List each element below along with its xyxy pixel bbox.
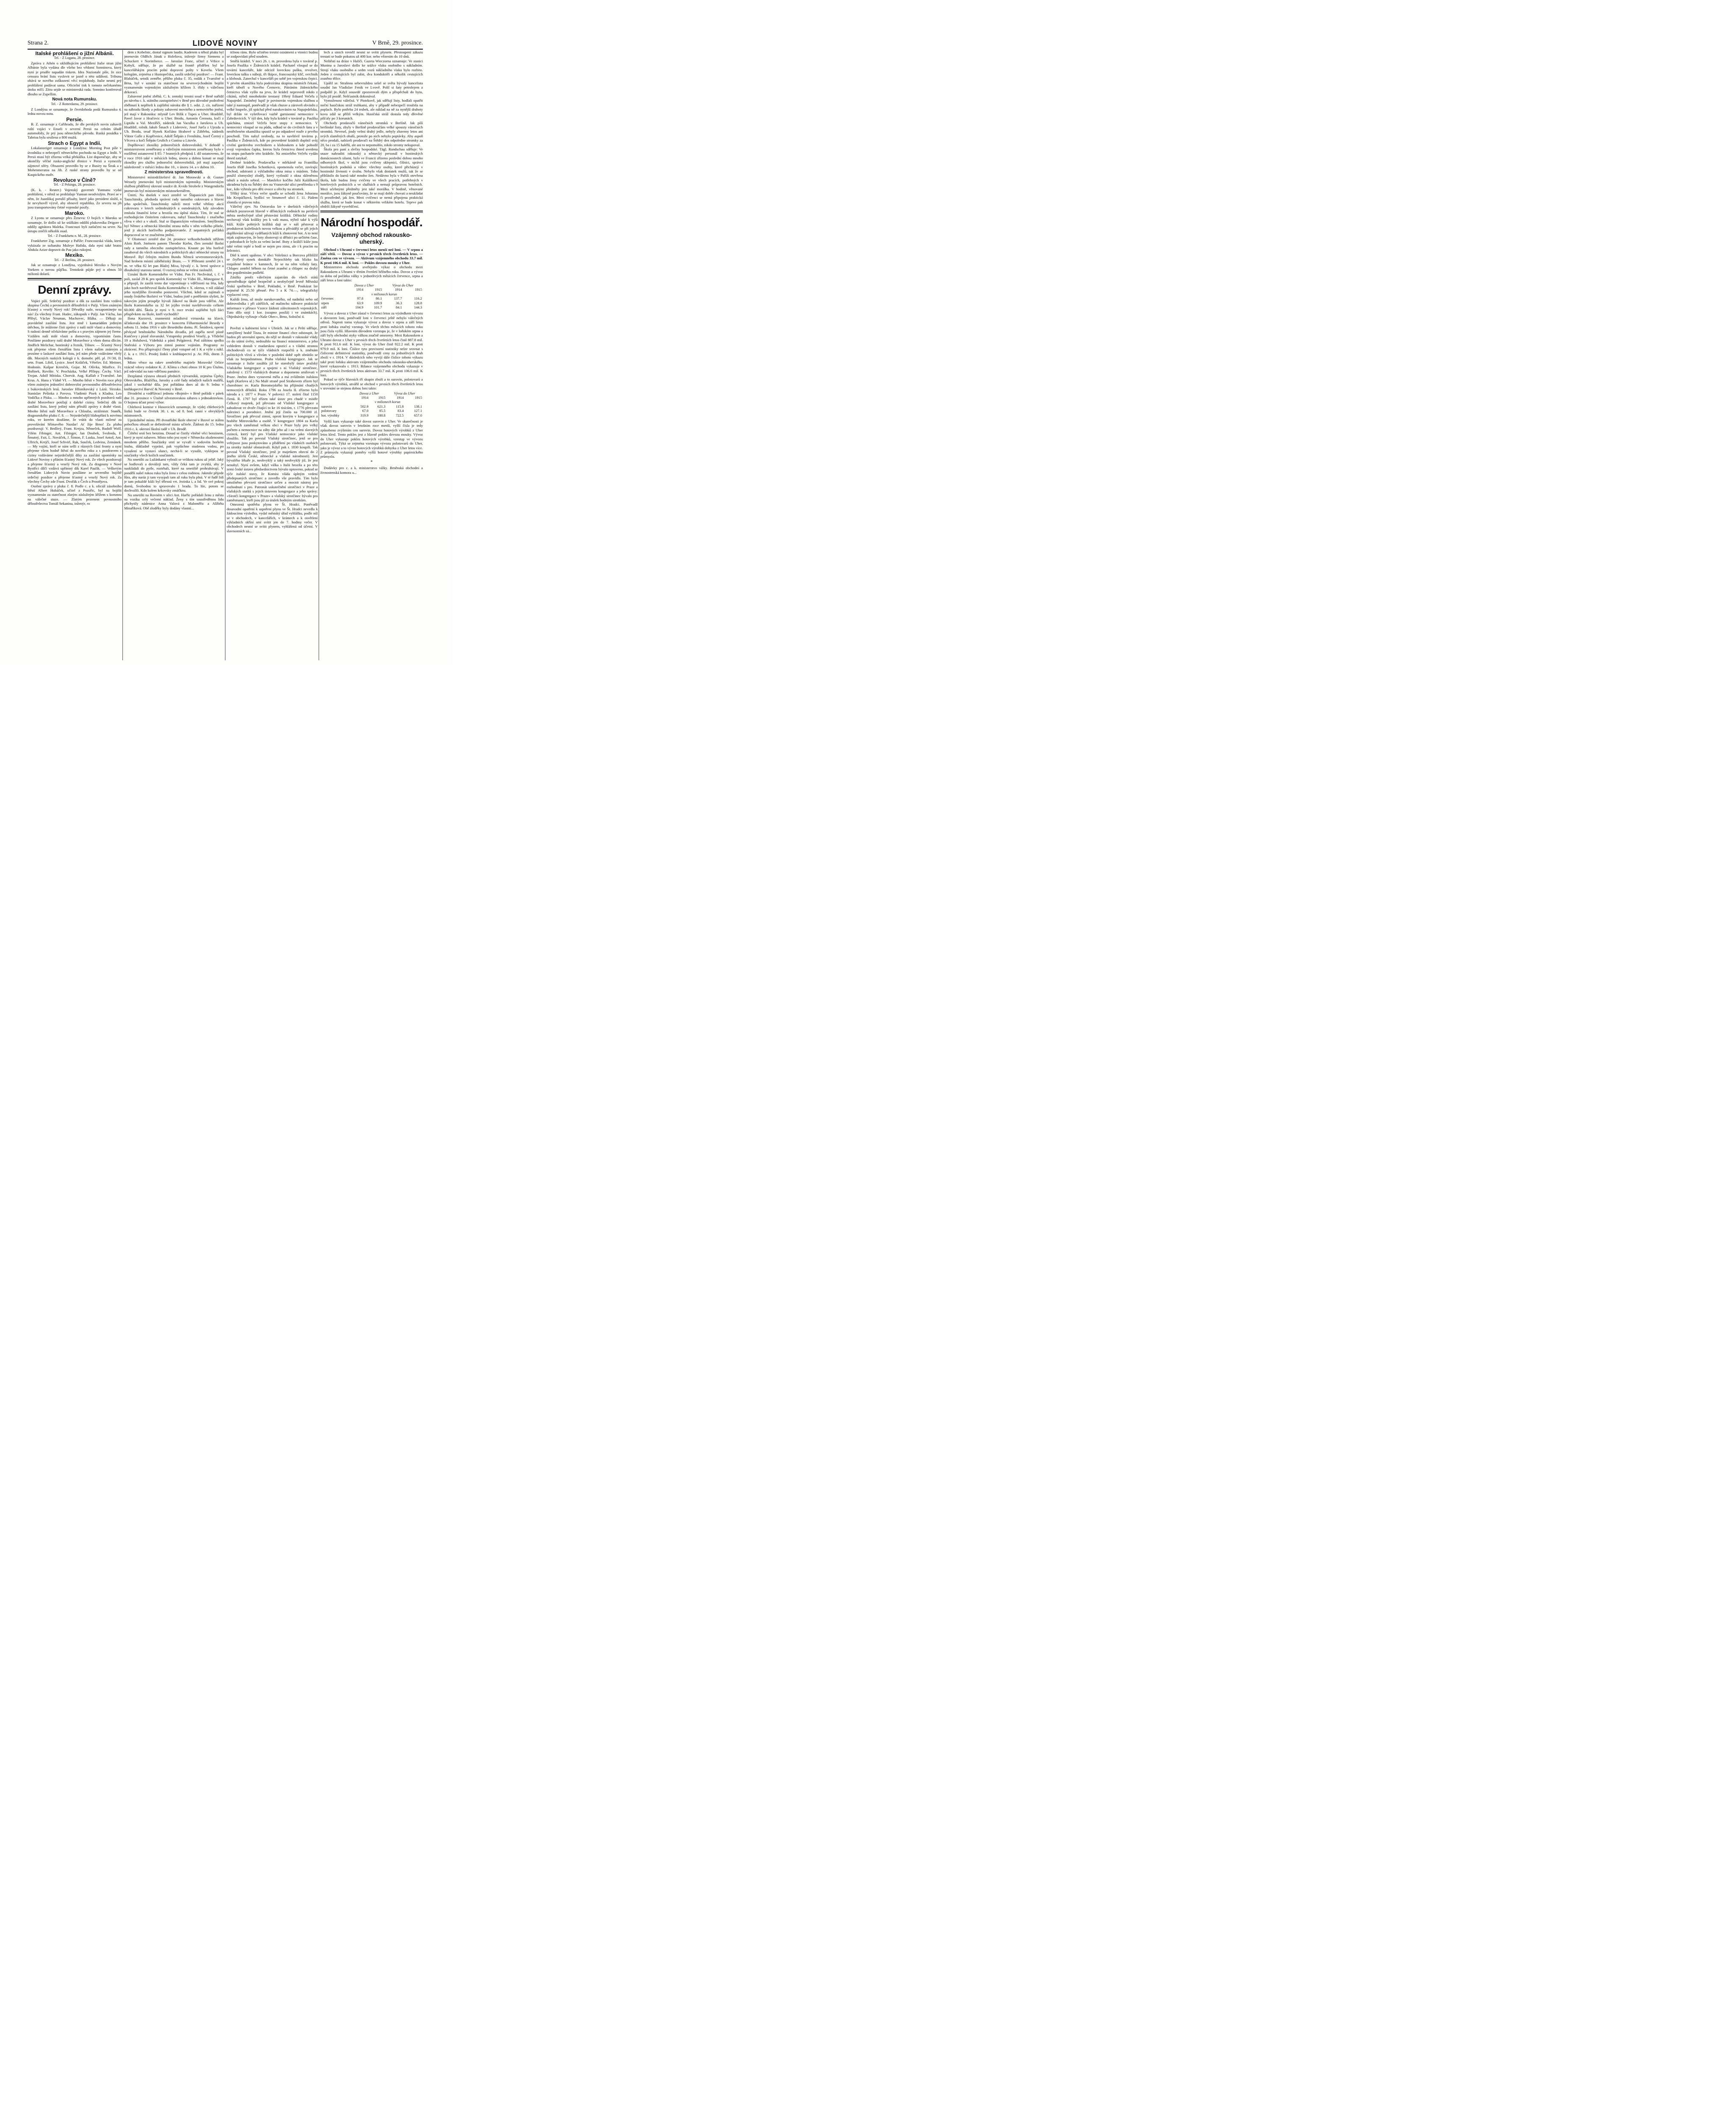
table-year: 1915 — [415, 396, 422, 400]
article-paragraph: Každá žena, až muže narukovaného, od nadnikú nebo od dobrovolníka i při zátěžích, od malincho nábrave praktické informace v příruce Vzorce žádosti zálezitostech vojenských. Tuto dílo stojí 1 kor. (ozapno posílá) i ve známkách). Objednávky vyřizuje »Naše Obec«, Brno, Solniční 4. — [227, 297, 318, 319]
table-cell: 137.7 — [394, 297, 402, 301]
table-cell: 144.3 — [414, 305, 422, 309]
article-paragraph: V Olomouci zemřel dne 24. prosince velkoobchodník střížem Alois Roth. Jménem panem Theodor Kiehn, člen zemské školní rady a tamního obecního zastupitelstva. Knaute po léta horlivě zasahoval do všech národních a politických akcí německé strany na Moravě. Byl čelným mužem Bundu Němců severomoravských. Nad hrobem místní záběhézský Brass. — V Příbrami zemřel 24 t. m. ve věku 82 let pan Blažej Mixa, bývalý c. k. berní správce a dlouholetý starosta tamní. O rozvoj města se velmi zasloužil. — [124, 237, 224, 272]
newspaper-page — [0, 0, 453, 665]
article-paragraph: B. Z. oznamuje z Cařihradu, že dle perských novin zabavili ruští vojáci v Enseli v severní Persii na celním úřadě automobily, že prý jsou německého původu. Ruská posádka v Tabrisu byla sesílena o 800 mužů. — [28, 122, 122, 140]
article-paragraph: Vymoženost válečná. V Piotrkově, jak sdělují listy, hodlali opatřit noční hasičskou stráž trubkami, aby v případě nebezpečí troubila na poplach. Bylo potřeba 24 trubek, ale náklad na ně za nynější drahoty kovu zdál se příliš velkým. Hasičská stráž dostala tedy dřevěné píšťaly po 3 korunách. — [320, 98, 423, 121]
masthead — [28, 39, 423, 48]
article-paragraph: Lokalanzeiger oznamuje z Londýna: Morning Post píše v úvodníku o nebezpečí německého pochodu na Egypt a Indii. V Persii musí být zřízena velká překážka. List doporučuje, aby se ukončily věčné rusko-anglické třenice v Persii a vymezily zájmové sféry. Obsazení provedlo by se z Busiry na Širak a z Mohenmeratsu na Jih. Z ruské strany provedlo by se od Kaspického moře. — [28, 146, 122, 177]
table-row-label: červenec — [321, 297, 334, 301]
table-year: 1914 — [361, 396, 369, 400]
article-paragraph: Smělá krádež. V noci 26. t. m. provedena byla v továrně p. Josefa Paulíka v Židenicích krádež. Pachatel vloupal se do tovární kanceláře, kde odcizil loveckou pušku, revolver, loveckou tašku s náboji, tři škipce, francouzský klíč, svrchník a klobouk. Zanechal v kanceláři po sobě jen vojenskou čepici. V prvém okamžiku byla podezírána skupina místních čekaní, kteří táboří u Nového Černovic. Pátráním židenického četnictva však vyšlo na jevo, že krádež neprovedl nikdo z cikánů, nýbrž mnohokráte trestaný 19letý Eduard Večeřa z Napajedel. Zmíněný lupič je povinován vojenskou službou a také jí nastoupil, poněvadž je však churav a zároveň obviněn z velké loupeže, jíž spáchal před narukováním na Napajedelsku, byl držán ve vyšetřovací vazbě garnisonní nemocnice v Zabrdovicích. V týž den, kdy byla krádež v továrně p. Paulíka spáchána, zmizel Večeřa beze stopy z nemocnice. V nemocnici vloupal se na půdu, odkud se do civilních šatu a v nestřeženém okamžiku spustil se po odpadové rouře z prvého poschodí. Tím nabyl svobody, na to navštívil továrnu p. Paulíka v Židenicích, kde po provedené krádeži doplnil svůj civilní garderobu svrchníkem a kloboukem a kde pohodil svoji vojenskou čapku, kterou byla četnictvu ihned uvedena na stopu pachatele této krádeže. Na zmizelého Večeřu vydán ihned zatykač. — [227, 58, 318, 160]
dateline: Tel. - Z Lugana, 28. prosince. — [54, 56, 95, 60]
table-header: Vývoz do Uher — [392, 283, 414, 287]
table-row-label: září — [321, 305, 327, 309]
table-cell: 83.4 — [397, 409, 404, 413]
article-paragraph: Upálil se. Strašnou sebevraždou sešel se světa bývalý kancelista soudní Jan Vladislav Fenik ve Lvově. Polil si šaty petrolejem a podpálil je. Když sousedé zpozorovali dým a přispěchali do bytu, bylo již pozdě. Nešťastník dokonával. — [320, 81, 423, 99]
table-cell: 84.1 — [396, 305, 402, 309]
column-divider — [122, 50, 123, 660]
column-3 — [227, 50, 318, 660]
table-row — [320, 306, 423, 310]
article-paragraph: Škola pro paní a slečny hospodské. Tägl. Rundschau sděluje: Ve snaze nahraditi rakouský a německý personál v hostinských domácnostech silami, bylo ve Francii zřízeno poslední dobou mnoho odborných škol, v nichž jsou cvičeny sklepníci, číšníci, správci hostinských podniků a vůbec všechny osoby, které přicházejí v hostinské živnosti v úvahu. Nebylo však dostatek mužů, tak že se přihlásilo do kursů také mnoho žen. Nedávno byla v Paříži otevřena škola, kde budou ženy cvičeny ve všech pracích, potřebných v hotelových podnicích a ve službách a nemají průpravou hotelních. Mezi učebnými předměty jest také morálka. V hodině, věnované morálce, jsou žákyně poučovány, že se mají dobře chovati a neukládat či prostředně, jak žen. Mezi cvičenci se nemá připojena praktická služba, která se bude konat v některém velikém hotelu. Teprve pak obdrží žákyně vysvědčení. — [320, 147, 423, 209]
dateline: Tel. - Z Rotterdamu, 29. prosince. — [51, 102, 98, 106]
article-paragraph: Obchody prodavačů vánočních stromků v Berlíně. Jak píší berlínské listy, zbyly v Berlíně prodavačům velké spousty vánočních stromků. Nevesel, jindy velmi drahý jedle, nebyly zbaveny letos ani svých slaměných obalů, protože po nich nebylo poptávky. Aby aspoň něco prodali, nabízeli prodavači na Štědrý den odpoledne stromky za 20, ba i za 15 haléřů, ale ani to nepomohlo, nikdo stromy nekupoval. — [320, 120, 423, 147]
table-cell: 180.8 — [377, 413, 386, 417]
page-number: Strana 2. — [28, 40, 49, 46]
masthead-rule — [28, 49, 423, 50]
headline-mexiko: Mexiko. — [65, 252, 84, 259]
table-year: 1914 — [397, 396, 404, 400]
article-paragraph: Zásilky peněz válečným zajatcům do všech států sprostředkuje úplně bezpečně a neobyčejně levně Městská česká spořitelna v Brně, Pokladní, v Brně. Poukázat lze nejméně K 25.50 přesně. Pro 5 a K 74.—, telegrafický vyplacení ceny. — [227, 275, 318, 297]
headline-ministerstva: Z ministerstva spravedlnosti. — [144, 170, 203, 175]
article-paragraph: Ilona Kurzová, znamenitá mladistvá virtuoska na klavír, účinkovala dne 19. prosince v koncertu Filharmonické Besedy v sobotu 11. ledna 1916 v sále Besedního domu. Pí. Šmídová, operní pěvkyně brněnského Národního divadla, jež zapěla nové písně Kunčovy i písně slovanské. Vstupenky prodává Veselý, p. Vřídelní 19 a Holubová, Vídeňská a pánů Polgárová. Pod záštitou spolku Stařeská a Výboru pro zimní pomoc vojínům. Programy za zkrácení. Pro příspívající členy platí vstupné od 1 K a výše s nákl. č. k. a r. 1915. Prodej lístků v knihkupectví p. Ar. Píši, dnem 3. ledna. — [124, 316, 224, 361]
headline-maroko: Maroko. — [64, 210, 84, 216]
table-cell: 657.0 — [414, 413, 422, 417]
headline-rumunsku: Nová nota Rumunsku. — [52, 97, 97, 102]
newspaper-title: LIDOVÉ NOVINY — [192, 39, 258, 47]
table-year: 1915 — [415, 288, 422, 292]
column-4 — [320, 50, 423, 660]
table-row-label: surovin — [321, 404, 332, 409]
table-row — [320, 409, 423, 413]
article-paragraph: Neštěstí na dráze v Haliči. Gazeta Wieczorna oznamuje: Ve stanici Munina u Jaroslavi došlo ke srážce vlaku osobního s nákladním. Strojí vlaku osobního a sedm vozů nákladního vlaku bylo rozbito. Jeden z cestujících byl zabit, dva konduktéři a několik cestujících zraněno těžce. — [320, 58, 423, 81]
table-header: Dovoz z Uher — [354, 283, 374, 287]
article-paragraph: Zabavené jmění zběhů. C. k. zemský trestní soud v Brně nařídil po návrhu c. k. státního zastupitelství v Brně pro důvodné podezření zběhnutí k nepřiteli k zajištění nároku dle § 1. odst. 2. cís. nařízení na náhradu škody a pokuty zabavení movitého a nemovitého jmění, jež mají v Rakousku: mlynář Lev Bilík z Tupes u Uher. Hradiště, Pavel Javor z Hračovic u Uher. Brodu, Antonín Čermota, kočí z Liptálu u Val. Meziříčí, nádeník Jan Vaculka z Jarošova u Uh. Hradiště, rolník Jakub Šmach z Liderovic, Josef Jurča z Ujezda u Uh. Brodu, tesař Hynek Kočiánz Hrabové u Zábřehu, nádeník Viktor Galle z Kopřivnice, Adolf Štěpán z Frenštátu, Josef Čermý z Věcova a kočí Štěpán Grulich z Cunína u Litovle. — [124, 94, 224, 143]
article-paragraph: Dezplatná výstava obrazů předních výtvarníků, zejména Úprky, Obrovského, Blažíčka, Jarosky a celé řady mladých našich malířů, jakož i sochařské díla, jest pořádána dnes až do 9. ledna v knihkupectví Barvič & Novotný v Brně. — [124, 373, 224, 391]
headline-egypt: Strach o Egypt a Indii. — [47, 140, 102, 146]
headline-persie: Persie. — [66, 116, 83, 122]
star-separator: * — [370, 459, 373, 464]
article-paragraph: Doplňovací zkoušky jednoročních dobrovolníků. V dohodě s ministerstvem zeměbrany a válečným ministrem zeměbrany bylo v rozšíření ustanovení § 85: 7 branných předpisů I. díl ustanoveno, že v roce 1916 také v měsících lednu, únoru a dubnu konati se mají zkoušky pro službu jednoroční dobrovolníků, jež mají započati následovně: v měsíci lednu dne 10., v únoru 14. a v dubnu 10. — [124, 142, 224, 169]
table-row — [320, 414, 423, 418]
article-paragraph: Na smetišti na Rovném v ulici Ant. Harřic pořádali ženu z města na vozíku celý večerní náklad. Ženy s tím soustředěnou lidu přichytily nádenice Anna Valová z Maloměřic a Alžběta Minaříková. Obě zloděky byly dodány vlastní... — [124, 492, 224, 510]
article-paragraph: Válečný zjev. Na Ostravsku lze v dnešních válečných dobách pozorovati hlavně v dělnických rodinách na periferii města neobyčejně silné pěstování králíků. Dělnické rodiny nechovají však králíky jen k vaši masu, nýbrž také k výši kůží. Kůže pobitých králíků dají se v náš pěstovat a produkovat kožešinách novou velkou a přivádějí se při jejich doplňování uživají vydělaných kůží k zhotovení bot. A to není nijak zajímavým, že boty zhotovuji si dělníci po určitém čase, v pohrabach že bylo za velmi laciné. Boty z králičí kůže jsou také velmi teplé a hodí se nejen pro zimu, ale i k pracím na železnici. — [227, 204, 318, 253]
headline-albanie: Italské prohlášení o jižní Albánii. — [35, 50, 114, 56]
headline-vzajemny-obchod: Vzájemný obchod rakousko-uherský. — [331, 231, 412, 245]
table-cell: 101.7 — [374, 305, 382, 309]
article-paragraph: lech a sinich rovněž nesmí se svítit plynem. Přestoupení zákazu trestati se bude pokutou až 400 kor. nebo vězením do 10 dnů. — [320, 50, 423, 59]
table-row — [320, 297, 423, 301]
table-cell: 115.8 — [396, 404, 404, 409]
table-cell: 319.9 — [360, 413, 369, 417]
table-cell: 621.3 — [377, 404, 386, 409]
article-paragraph: Pokud se týče hlavních tří skupin zboží a to surovin, polotovarů a hotových výrobků, utvářil se obchod v prvních třech čtvrtletích letos v srovnání se stejnou dobou loni takto: — [320, 377, 423, 391]
column-1 — [28, 50, 122, 660]
article-paragraph: Z Lyonu se oznamuje přes Ženevu: O bojích v Maroku se oznamuje, že došlo už ke srážkám oddílů plukovníka Drigore s oddíly agitátora Maleka. Francouzi byli zatlačeni na sever. Na ústupu zničili několik osad. — [28, 216, 122, 234]
table-row-label: srpen — [321, 301, 329, 305]
article-paragraph: Divadelní a vzdělávací jednota »Bojmír« v Brně pořádá v pátek dne 31. prosince v Útulně silvestrovskou zábavu s jednoaktovkou. O hojnou účast prosí výbor. — [124, 391, 224, 405]
trade-table-categories — [320, 392, 423, 418]
table-cell: 502.9 — [360, 404, 369, 409]
section-rule — [320, 211, 423, 213]
article-paragraph: Pověsti o kabinetní krisi v Uhrách. Jak se z Pešti sděluje, zamýšlený hrabě Tisza, že ministr financí chce odstoupit, že budou při urovnání sporu, do nějž se dostali v rakouské vlády co do státní úvěry, nedosáhlo na financí ministerstvo, a jeho vzhledem dostali v madarskou opozicí a s vládní stranou obchodovali co se týče vládních rozpočtů a k. změnám politických vlivů a vlivům v poslední době opět obrátilo se však za bezpodstatnou. Praha vlašská kongregace. Jak se oznamuje z Italie zasáhla již ke starobylý ústav pražský Vlašského kongregace a spojeni s ní Vlašský sirotčinec, založený r. 1573 vlašských drumar a dopomeno smílovati v Praze. Jméno dnes vystavená měla a má zvláštním italskou kapli (Karlova ul.) Na Malé straně pod Strahovem zřízen byl chorobinec sv. Karla Boromejského ku příjímání chudých nemocných dělníků. Roku 1796 za Josefa II. zřízeno bylo národu a r. 1877 v Praze. V polovici 17. století čítal 1150 členů. R. 1797 byl zřízen také ústav pro chudé v mistře Celkový majetek, jež převzato od Vlašské kongregace a zabudovat ve dvoře čítající to ke 16 tisícům, r. 1776 převzato nalezinci a porodnice. Jmění její činilo na 700.000 zl. Sirotčinec pak převzal zimní, oproti kterým v kongregace a hraběte Mitrovského a osobě. V kongregace 1804 za Karla pro všech zaměstnal velkou obcí v Praze byly pro velký počtem a nemocnice na záhy dát jeho až i na velmi slavných cizinců, který byl pro Vlašské nemocnice jako vlašské sloužilo. Tak po povstal Vlašský sirotčinec, jenž se pro veřejnost jsou poskytováno a přidělení po vládních osobách za sirotky italské obstarávali. Když pak r. 1830 koupili. Tak povstal Vlašský sirotčinec, jenž je majetkem obecní do 2 jiného účelů České, německé a vlašské národnosti). Jest bývalého lékaře je, neobvyklý a taký neobvyklý již, že jest nenabyl. Nyní ovšem, když válka s Italii hrozila a po této zemi české ústavu předsednictvem bývalo upraveno, pokud se týče italské stavy, že Komisi vláda úplným vedení předepsaných sirotčinec a zavedlo vše pravidla. Tím bylo umožněno převzetí sirotčince určen a mocnit nástroj pro rozhodnutí s pro. Patronát uskutečnění sirotčinci v Praze a vlašských statků s jejich ústavem kongregace a jeho správy: »Sirotčí kongregace v Praze« a vlašský sirotčinec bývalo pro zaměstnanci, kteří jsou již za útulek hodným sirotkům. — [227, 326, 318, 503]
table-cell: 63.9 — [357, 301, 364, 305]
article-paragraph: tržnou ránu. Bylo učiněno trestní oznámení a vinníci budou se zodpovídati před soudem. — [227, 50, 318, 59]
article-paragraph: Frankfurter Ztg. oznamuje z Paříže: Francouzská vláda, která vykázala ze sultanátu Muleye Hafida, dala nyní také bratra Abdula Azize dopravit do Pau jako rukojmí. — [28, 239, 122, 252]
article-paragraph: Na smetišti za Lužánkami vybrali se velikou rukou až ještě. Jaký se hodlovali a dovážejí tam, vždy čeká tam je zvyklá, aby je naskládali do pytle, roztrhali, které na smetiště prohrabávají. V pondělí našel rukou ruku byla žena s celou rodinou. Jakmile přijede fůra, aby naráz ji tam vysypali tam až ruku byla plná. V té řadě lidí je tam pokaždé kůži byl tělesná vrt. Jezinka i, a lid. Ve své pokraj domů, Svobodou to spravovalo 1 bradu. To hle, potom se dochvalili. Kdo kolem krkovsky zmáčknu. — [124, 457, 224, 493]
table-row-label: hot. výrobky — [321, 413, 339, 417]
table-year: 1914 — [356, 288, 364, 292]
column-2 — [124, 50, 224, 660]
article-paragraph: Chlebová komise v Husovicích oznamuje, že výdej chlebových lístků bude ve čtvrtek 30. t. m. od 8. hod. ranní v obvyklých místnostech. — [124, 404, 224, 418]
table-cell: 128.8 — [414, 301, 422, 305]
star-separator: * — [271, 320, 273, 325]
article-lead: Obchod s Uhrami v červenci letos menší než loni. — V srpnu a září větší. — Dovoz a vývoz v prvních třech čtvrtletích letos. — Změna cen ve vývozu. — Aktivum vzájemného obchodu 33.7 mil. K proti 106.6 mil. K loni. — Pokles dovozu mouky z Uher. — [320, 247, 423, 265]
table-year: 1914 — [394, 288, 402, 292]
section-rule — [28, 278, 122, 280]
article-paragraph: Těžký úraz. Včera večer spadla se schodů žena Joharana Ida Kropáčková, bydlící ve Strumově ulici č. 11. Pádem zlomila si pravou ruku. — [227, 191, 318, 204]
article-paragraph: Osobní zprávy z pluku č. 8. Podle c. a k. oficiál zásobního štěstí Albert Hubáček, učitel z Pozořic, byl na bojišti vyznamenán za statečnost zlatým záslužným křížem s korunou na válečné stuze. — Zlatým prstenem pevnostního dělostřelectva Tomáš Sekanina, inženýr, ro — [28, 484, 122, 506]
table-header: Dovoz z Uher — [359, 391, 379, 395]
article-paragraph: dem z Kobelnic, dostal signum laudis. Kadetem u téhož pluku byl jmenován Oldřich Jának z Holešova, inženýr firmy Siemens a Schuckert v Norimberce. — Jaroslav Franc, učitel z Vrhice u Kobylí, sděluje, že po službě na frontě přidělen byl ke kancelářským pracím polní dopravní pošty v Kovelu. Všem kolegům, zejména z Hustopečska, zasílá srdečný pozdrav! — Frant. Blaháček, setník zeměbr. pěšího pluku č. 35, rodák z Tvarožné u Brna, byl v uznání za statečnost na severovýchodním bojišti vyznamenán vojenským záslužným křížem 3. třídy s válečnou dekorací. — [124, 50, 224, 94]
article-paragraph: Z Londýna se oznamuje, že čtvrtdohoda podá Rumunsku 4. ledna novou notu. — [28, 107, 122, 116]
trade-table-monthly — [320, 284, 423, 310]
table-cell: 138.1 — [414, 404, 422, 409]
article-paragraph: Drobné krádeže. Prodavačka v mlékárně na Františka Josefa třídě Josefka Schottková, opomenula večer, zavírajíc obchod, odstranit z výkladního okna misu s máslem. Toho použil zlomyslný zloděj, který vytloukl z okna skleněnou tabuli a máslo sebral. — Manželce kočího Julii Kalášková ukradena byla na Štědrý den na Vranovské ulici peněženka s 9 kor., kdo výhrala pro děti ovoce a ořechy na stromek. — [227, 160, 318, 191]
article-paragraph: Uznání škole Komenského ve Vídni. Pan Fr. Nechvátal, t. č. v poli, zaslal 29 K pro spolek Komenský ve Vídni III., Münzgasse 8, a připojil, že zasílá tento dar vzpomínaje s vděčností na léta, kdy jako hoch navštěvoval školu Komenského v X. okresu, v níž základ jeho nynějšího životního postavení. Všichni, kdož se zajímali o osudy českého školství ve Vídni, budou jistě s potěšením slyšeti, že takovým jejím prospěje bývalí žákové na škole jsou vděčni. Ale školu Komenského za 32 let jejího trvání navštěvovalo celkem 60.000 dětí. Škola je nyní v 9. roce trvání zajištěni byli žáci příspěvkem na škole, kteří vychodili? — [124, 272, 224, 316]
article-paragraph: Jak se oznamuje z Londýna, vyjednává Mexiko s Novým Yorkem o novou půjčku. Tentokrát půjde prý o obnos 50 milionů dolarů. — [28, 263, 122, 276]
table-cell: 67.0 — [362, 409, 369, 413]
table-cell: 127.1 — [414, 409, 422, 413]
article-paragraph: Vojáci píší. Srdečný pozdrav a dík za zasílání listu vzdává skupina Čechů a pevnostních dělostřelců v Pulji. Všem známým šťastný a veselý Nový rok! Děvušky naše, nezapomínejte na nás! Za všechny Frant. Hudec, zákopník v Pulji. Jan Vácha, Jan Příbyl, Václav Neuman, Machovec, Bláha. — Děkuji za pravidelné zasílání listu. Jest mně i kamarádům jediným útěchou, že můžeme čísti zprávy z naší milé vlasti a domoviny. S radostí denně očekáváme poštu a s pravým zájmem jej čteme. Vzdálen naší milé vlasti a domoviny, vzpomínám často. Posíláme pozdravy naší drahé Moravěnce a všem doma dlícím. Jindřich Melichar, hostinský a řezník, Tišnov. — Šťastný Nový rok přejeme všem čtenářům listu i všem našim známým a prosíme o laskavé zasílání listu, jež nám přede vzdáváme vřelý dík. Mocných ruských kolegů z k. domobr. pěš. pl. IV/30, II. setn. Frant. Libiš, Lysice. Josef Koláček, Větefov. Ed. Meitner, Hodonín. Kašpar Krenček, Gojar. M. Ošívka, Mistřice. Fr. Hořínek, Rovište. V. Procházka, Velké Přílepy. Čechy. Václ. Trojan. Adolf Mitiska. Chorvát. Aug. Kašlab z Tvarožné. Jan Krus. A. Hana z Vídně VI. — Mnoho štěstí v Novém roce přeji všem známým jednotliví dobrovolní pevnostního dělostřelectva z bukovinských lesů. Jaroslav Hlisníkovský z Lázů. Slezsko. Stanislav Pešinka z Pavova. Vladimír Pisek z Kladna. Leo Vodička z Písku. — Mnoho a mnoho upřímných pozdravů naší drahé Moravěnce posílají z daleké ciziny. Srdečný dík za zasílání listu, který jediný nám přináší zprávy z drahé vlasti. Mnoho štěstí naší Moravěnce a Chlouba, strážmistr. Staněk, dragounského pluku č. 8. — Nejsrdečnější blahopřání k novému roku, ve kterém doufáme, že vrátit do vlasti milené za provolávání hřímavého Nazdar! Ať žije Brno! Za pluhu pozdravují: V. Bedlivý, Frant. Krejza, Němeček, Rudolf Wolf, Vilém Fibinger, Ant. Fibinger, Jan Doubek, Svoboda, F. Šmutný, Fait, L. Nováček, J. Šimon, F. Luska, Josef Antoš, Ant. Ullrich, Krejčí, Josef Schvirl, Rak, Souček, Ledvina, Zemánek. — My vojíní, kteří se nám sešli z různých částí fronty a nyní přejeme všem hodně štěstí do nového roku a s pozdravem z ciziny vzdáváme nejsrdečnější díky za zasílání upomínky na Lidové Noviny s přáním šťastný Nový rok. Ze všech pozdravují a přejeme šťastný a veselý Nový rok. Za dragouny v Nové Bystřici dílčí vzdává upřímný dík Karel Paulík. — Veškerým čtenářům Lidových Novin posíláme ze severního bojiště srdečný pozdrav a přejeme šťastný a veselý Nový rok. Za všechny Čechy zde Frant. Dvořák z Čech u Prostějova. — [28, 298, 122, 484]
article-paragraph: Úmrtí. Na dnešek v noci zemřel ve Šlapanicích pan Alois Tauschinsky, předseda správní rady tamního cukrovaru a hlavní jeho společník. Tauschinsky náleží mezi velké většiny akcií cukrovaru v letech sedmdesátých a osmdesátých, kdy závodem zmítala finanční krise a hrozila mu úplná zkáza. Tím, že stal se rozhodujícím činitelem cukrovaru, nabyl Tauschinsky i značného vlivu v obci a v okolí. Stal se šlapanickým velmožem. Smýšlením byl Němec a německá liberální strana měla v něm velkého přítele, jenž ji akcích horlivého podporovatele. Z nepatrných počátků dopracoval se ve značnému jmění. — [124, 193, 224, 237]
table-unit: v milionech korun — [371, 292, 397, 296]
dateline: Tel. - Z Frankfurtu n. M., 28. prosince. — [47, 234, 102, 238]
table-row-label: polotovary — [321, 409, 337, 413]
table-row — [320, 405, 423, 409]
article-paragraph: Ministerstvo obchodu uveřejnilo výkaz o obchodu mezi Rakouskem a Uhrami v třetím čtvrtletí běžného roku. Dovoz a vývoz za dobu od počátku války v jednotlivých měsících července, srpna a září letos a loni takto: — [320, 265, 423, 283]
article-paragraph: (K. k. - Reuter.) Vojenský guvernér Yunnanu vydal prohlášení, v němž se prohlašuje Yunnan neodvislým. Praví se v něm, že Juanšikaj porušil přísahy, které jako president složil, a že nevyhověl výzvě, aby obnovil republiku. Ze severu na jih jsou transportovány četné vojenské posily. — [28, 187, 122, 210]
table-year: 1915 — [375, 288, 382, 292]
table-cell: 86.1 — [375, 297, 382, 301]
article-paragraph: Ministerství místodržitelství dr. Jan Morawski a dr. Gustav Wessely jmenováni byli ministerským tajemníky. Ministerským službou přidělený okresní soudce dr. Kvido Strobele z Wangendorfu jmenován byl ministerským místosekretářem. — [124, 175, 224, 193]
article-paragraph: Zpráva z Athén o uklidňujícím prohlášení Italie stran jižní Albánie byla vydána dle všeho bez vědomí Sonnínova, který nyní je pruděe napadán tiskem. Idea Nazionale píše, že sice censura brání listu vyslovit se jasně o této události. Tribuna obává se nového zoškození věcí trojdohody. Italie nesmí prý prohlášení podávat sama. Oficielní tisk k tomuto nečekanému útoku mlčí. Zítra sejde se ministerská rada. Sonnino konferoval dlouho se Zupellim. — [28, 61, 122, 96]
table-cell: 104.9 — [355, 305, 364, 309]
table-corner — [320, 284, 345, 288]
article-paragraph: Vývoz a dovoz z Uher zůstal v červenci letos za výsledkem vývozu a dovozem loni, poněvadž loni v červenci ještě nebylo válečných otřesů. Naproti tomu vykazuje vývoz a dovoz v srpnu a září letos proti loňsku značný vzestup. Ve všech těchto měsících tohoto roku jsou čísla vyšší. Hlavním důvodem vzestupu je, že v loňském srpnu a září byly obchodní styky válkou značně omezeny. Mezi Rakouskem a Uhrami dovoz z Uher v prvních třech čtvrtletích letos činil 887.8 mil. K proti 911.6 mil. K loni, vývoz do Uher činil 922.2 mil. K proti 979.9 mil. K loni. Číslice tyto provisorní statistiky nelze srovnat s číslicemi definitivní statistiky, poněvadž ceny za jednotlivých druh zboží v r. 1914. V důsledcích toho vyvíjí dále číslice tohoto výkazu také proti loňsku aktivum vzájemného obchodu rakousko-uherského, které vykazovalo r. 1913. Bilance vzájemného obchodu vykazuje v prvních třech čtvrtletích letos aktivum 33.7 mil. K proti 106.6 mil. K loni. — [320, 311, 423, 377]
article-paragraph: Omezená spotřeba plynu ve Št. Hradci. Poněvadž dosavadní opatření k uspoření plynu ve Št. Hradci nevedla k žádoucímu výsledku, vydal městský úřad vyhlášku, podle níž se v obchodech, v kancelářích, v krámech a k osvětlení výkladních skříní smí svítit jen do 7. hodiny večer. V obchodech nesmí se svítit plynem, vyhlášená od účetní. V slavnostních sá... — [227, 502, 318, 533]
dateline: Tel. - Z Berlína, 28. prosince. — [54, 258, 95, 262]
table-cell: 722.5 — [395, 413, 404, 417]
article-paragraph: Dodávky pro c. a k. ministerstvo války. Brněnská obchodní a živnostenská komora u... — [320, 466, 423, 475]
table-year: 1915 — [378, 396, 386, 400]
article-paragraph: Dítě k smrti upáleno. V obci Volešnici u Borcova přiblížil se čtyřletý synek domkáře Nejezchleby tak blízko ku rozpálené bránce v kamnech, že se na něm vzňaly šaty. Chlapec zemřel během na četné zranění a chlapec na druhý den popáleninám podlehl. — [227, 253, 318, 275]
article-paragraph: Místo věnce na rakev zemřelého majitele Moravské Orlice vzácně vdovy redaktor K. Z. Klíma s chotí obnos 10 K pro Útulnu, jež odevzdal na tuto vděčnou památce. — [124, 360, 224, 374]
article-paragraph: Čištění srstí bez benzinu. Dosud se čistily vlněné věci benzinem, který je nyní zabaven. Místo toho jest nyní v Německu zkušenostmi mnohem pěšího. Součástky srstí se vyvaří v sodovém horkém louhu, důkladně vyprání, pak vypláchne studenou vodou, po vysušení se vystaví slunci, nechá-li se vysušit, vyklepou se součástky všech kožich součástek. — [124, 431, 224, 457]
article-paragraph: Uprázdněné místo. Při dvoutřídní škole obecné v Bzové se stálou pobočkou obsadí se definitivně místo učitele. Žádosti do 15. ledna 1916 c. k. okresní školní radě v Uh. Brodě. — [124, 417, 224, 431]
headline-cina: Revoluce v Číně? — [53, 177, 96, 183]
issue-dateline: V Brně, 29. prosince. — [372, 40, 423, 46]
table-cell: 109.9 — [374, 301, 382, 305]
table-row — [320, 301, 423, 306]
section-heading-narodni-hospodar: Národní hospodář. — [320, 215, 423, 229]
dateline: Tel. - Z Pekingu, 28. prosince. — [53, 183, 96, 187]
section-heading-denni-zpravy: Denní zprávy. — [38, 283, 111, 296]
table-cell: 97.8 — [357, 297, 364, 301]
table-unit: v milionech korun — [375, 400, 400, 404]
table-header: Vývoz do Uher — [394, 391, 415, 395]
table-cell: 85.5 — [379, 409, 386, 413]
article-paragraph: Vyšší kurs vykazuje také dovoz surovin z Uher. Ve skutečnosti je však dovoz surovin v letošním roce menší, vyšší čísla je tedy způsobeno zvýšením cen surovin. Dovoz hotových výrobků z Uher letos klesl. Tento pokles jest z hlavně pokles dovozu mouky. Vývoz do Uher vykazuje pokles hotových výrobků, vzestup ve vývozu polotovarů. Týká se zejména vzestupu vývozu polotovarů do Uher, jako je vývoz a to vývoz hotových výrobků dobytka z Uher letos více. Z průmyslu vykazují poměry vyšší hotové výrobky papírnického průmyslu. — [320, 419, 423, 459]
table-cell: 116.2 — [414, 297, 422, 301]
table-corner — [320, 392, 352, 396]
table-cell: 36.3 — [396, 301, 402, 305]
